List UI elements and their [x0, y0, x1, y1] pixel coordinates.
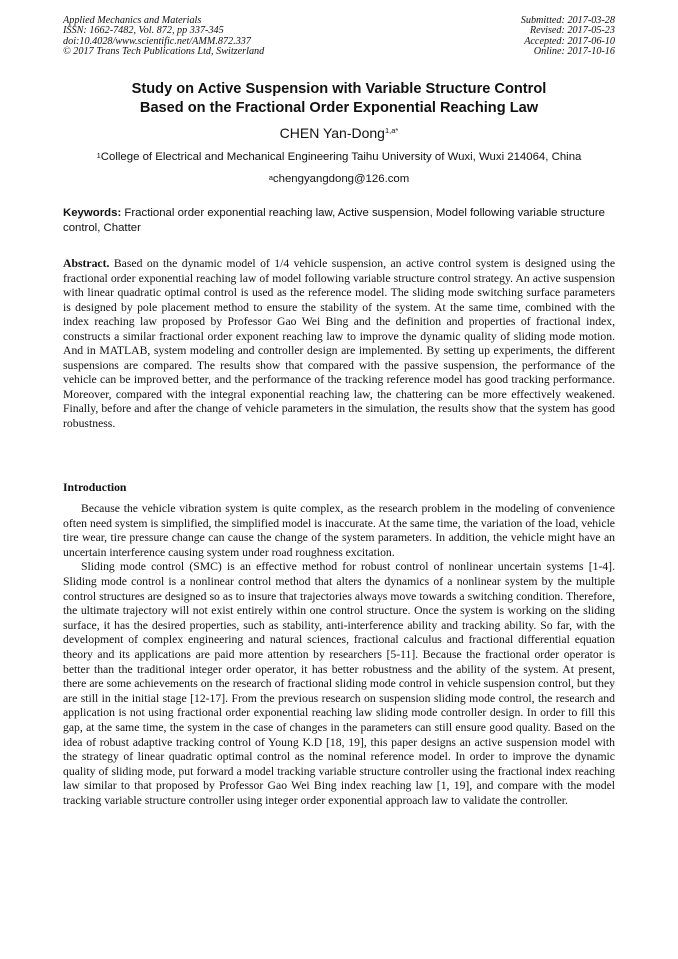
keywords-block [63, 206, 615, 235]
journal-name: Applied Mechanics and Materials [63, 15, 202, 26]
title-line-2: Based on the Fractional Order Exponential Reaching Law [139, 100, 539, 116]
journal-doi: doi:10.4028/www.scientific.net/AMM.872.337 [63, 35, 251, 47]
intro-paragraph-1: Because the vehicle vibration system is quite complex, as the research problem in the modeling of convenience often need system is simplified, the simplified model is inaccurate. At the same time, the variation of the load, vehicle tire wear, tire pressure change can cause the change of the system parameters. In addition, the vehicle might have an uncertain interference causing system under road roughness excitation. [63, 502, 615, 559]
intro-paragraph-2: Sliding mode control (SMC) is an effective method for robust control of nonlinear uncertain systems [1-4]. Sliding mode control is a nonlinear control method that alters the dynamics of a nonlinear system by the multiple control structures are designed so as to insure that trajectories always move towards a switching condition. Therefore, the ultimate trajectory will not exist entirely within one control structure. Once the system is working on the sliding surface, it has the desired properties, such as stability, anti-interference ability and tracking ability. So far, with the development of complex engineering and natural sciences, fractional calculus and fractional differential equation theory and its applications are paid more attention by researchers [5-11]. Because the fractional order operator is better than the traditional integer order operator, it has better robustness and the ability of the system. At present, there are some achievements on the research of fractional sliding mode control in vehicle suspension control, but they are still in the initial stage [12-17]. From the previous research on suspension sliding mode control, the research and application is not using fractional order exponential reaching law sliding mode controller design. In order to fill this gap, at the same time, the system in the case of changes in the parameters can still ensure good quality. Based on the idea of robust adaptive tracking control of Young K.D [18, 19], this paper designs an active suspension model with the strategy of linear quadratic optimal control as the nominal reference model. In order to improve the dynamic quality of sliding mode, put forward a model tracking variable structure controller using the fractional index reaching law similar to that proposed by Professor Gao Wei Bing index reaching law [1, 19], and compare with the model tracking variable structure controller using integer order exponential approach law to validate the controller. [63, 560, 615, 807]
publication-dates [521, 16, 615, 58]
keywords-label: Keywords: [63, 207, 122, 219]
affiliation-superscript: 1 [96, 151, 101, 160]
journal-info [63, 16, 264, 58]
abstract-block [63, 257, 615, 431]
introduction-heading: Introduction [63, 481, 127, 494]
author-name: CHEN Yan-Dong [279, 125, 385, 141]
affiliation-line [0, 150, 678, 165]
paper-title [40, 80, 638, 118]
email-superscript: a [268, 173, 273, 182]
date-online: Online: 2017-10-16 [533, 46, 615, 58]
affiliation-text: College of Electrical and Mechanical Engineering Taihu University of Wuxi, Wuxi 214064, China [100, 151, 582, 163]
abstract-text: Based on the dynamic model of 1/4 vehicle suspension, an active control system is designed using the fractional order exponential reaching law of model following variable structure control strategy. An active suspension with linear quadratic optimal control is used as the reference model. The sliding mode switching surface parameters is designed by pole placement method to ensure the stability of the system. At the same time, combined with the index reaching law proposed by Professor Gao Wei Bing and the definition and properties of fractional index, constructs a similar fractional order exponent reaching law to improve the dynamic quality of sliding mode motion. And in MATLAB, system modeling and controller design are implemented. By setting up experiments, the different suspensions are compared. The results show that compared with the passive suspension, the performance of the vehicle can be improved better, and the performance of the tracking reference model has good tracking performance. Moreover, compared with the integral exponential reaching law, the chattering can be more effectively weakened. Finally, before and after the change of vehicle parameters in the simulation, the results show that the system has good robustness. [63, 257, 616, 430]
keywords-text: Fractional order exponential reaching law, Active suspension, Model following variable structure control, Chatter [63, 207, 605, 234]
abstract-label: Abstract. [63, 257, 110, 270]
date-accepted: Accepted: 2017-06-10 [524, 35, 615, 47]
introduction-body [63, 502, 615, 808]
journal-copyright: © 2017 Trans Tech Publications Ltd, Switzerland [63, 46, 265, 58]
author-line [0, 124, 678, 142]
date-submitted: Submitted: 2017-03-28 [520, 15, 615, 26]
email-address[interactable]: chengyangdong@126.com [272, 173, 410, 185]
email-line [0, 172, 678, 187]
title-line-1: Study on Active Suspension with Variable Structure Control [131, 81, 547, 97]
author-superscript: 1,a* [384, 126, 399, 135]
journal-issn: ISSN: 1662-7482, Vol. 872, pp 337-345 [63, 25, 224, 37]
date-revised: Revised: 2017-05-23 [529, 25, 615, 37]
